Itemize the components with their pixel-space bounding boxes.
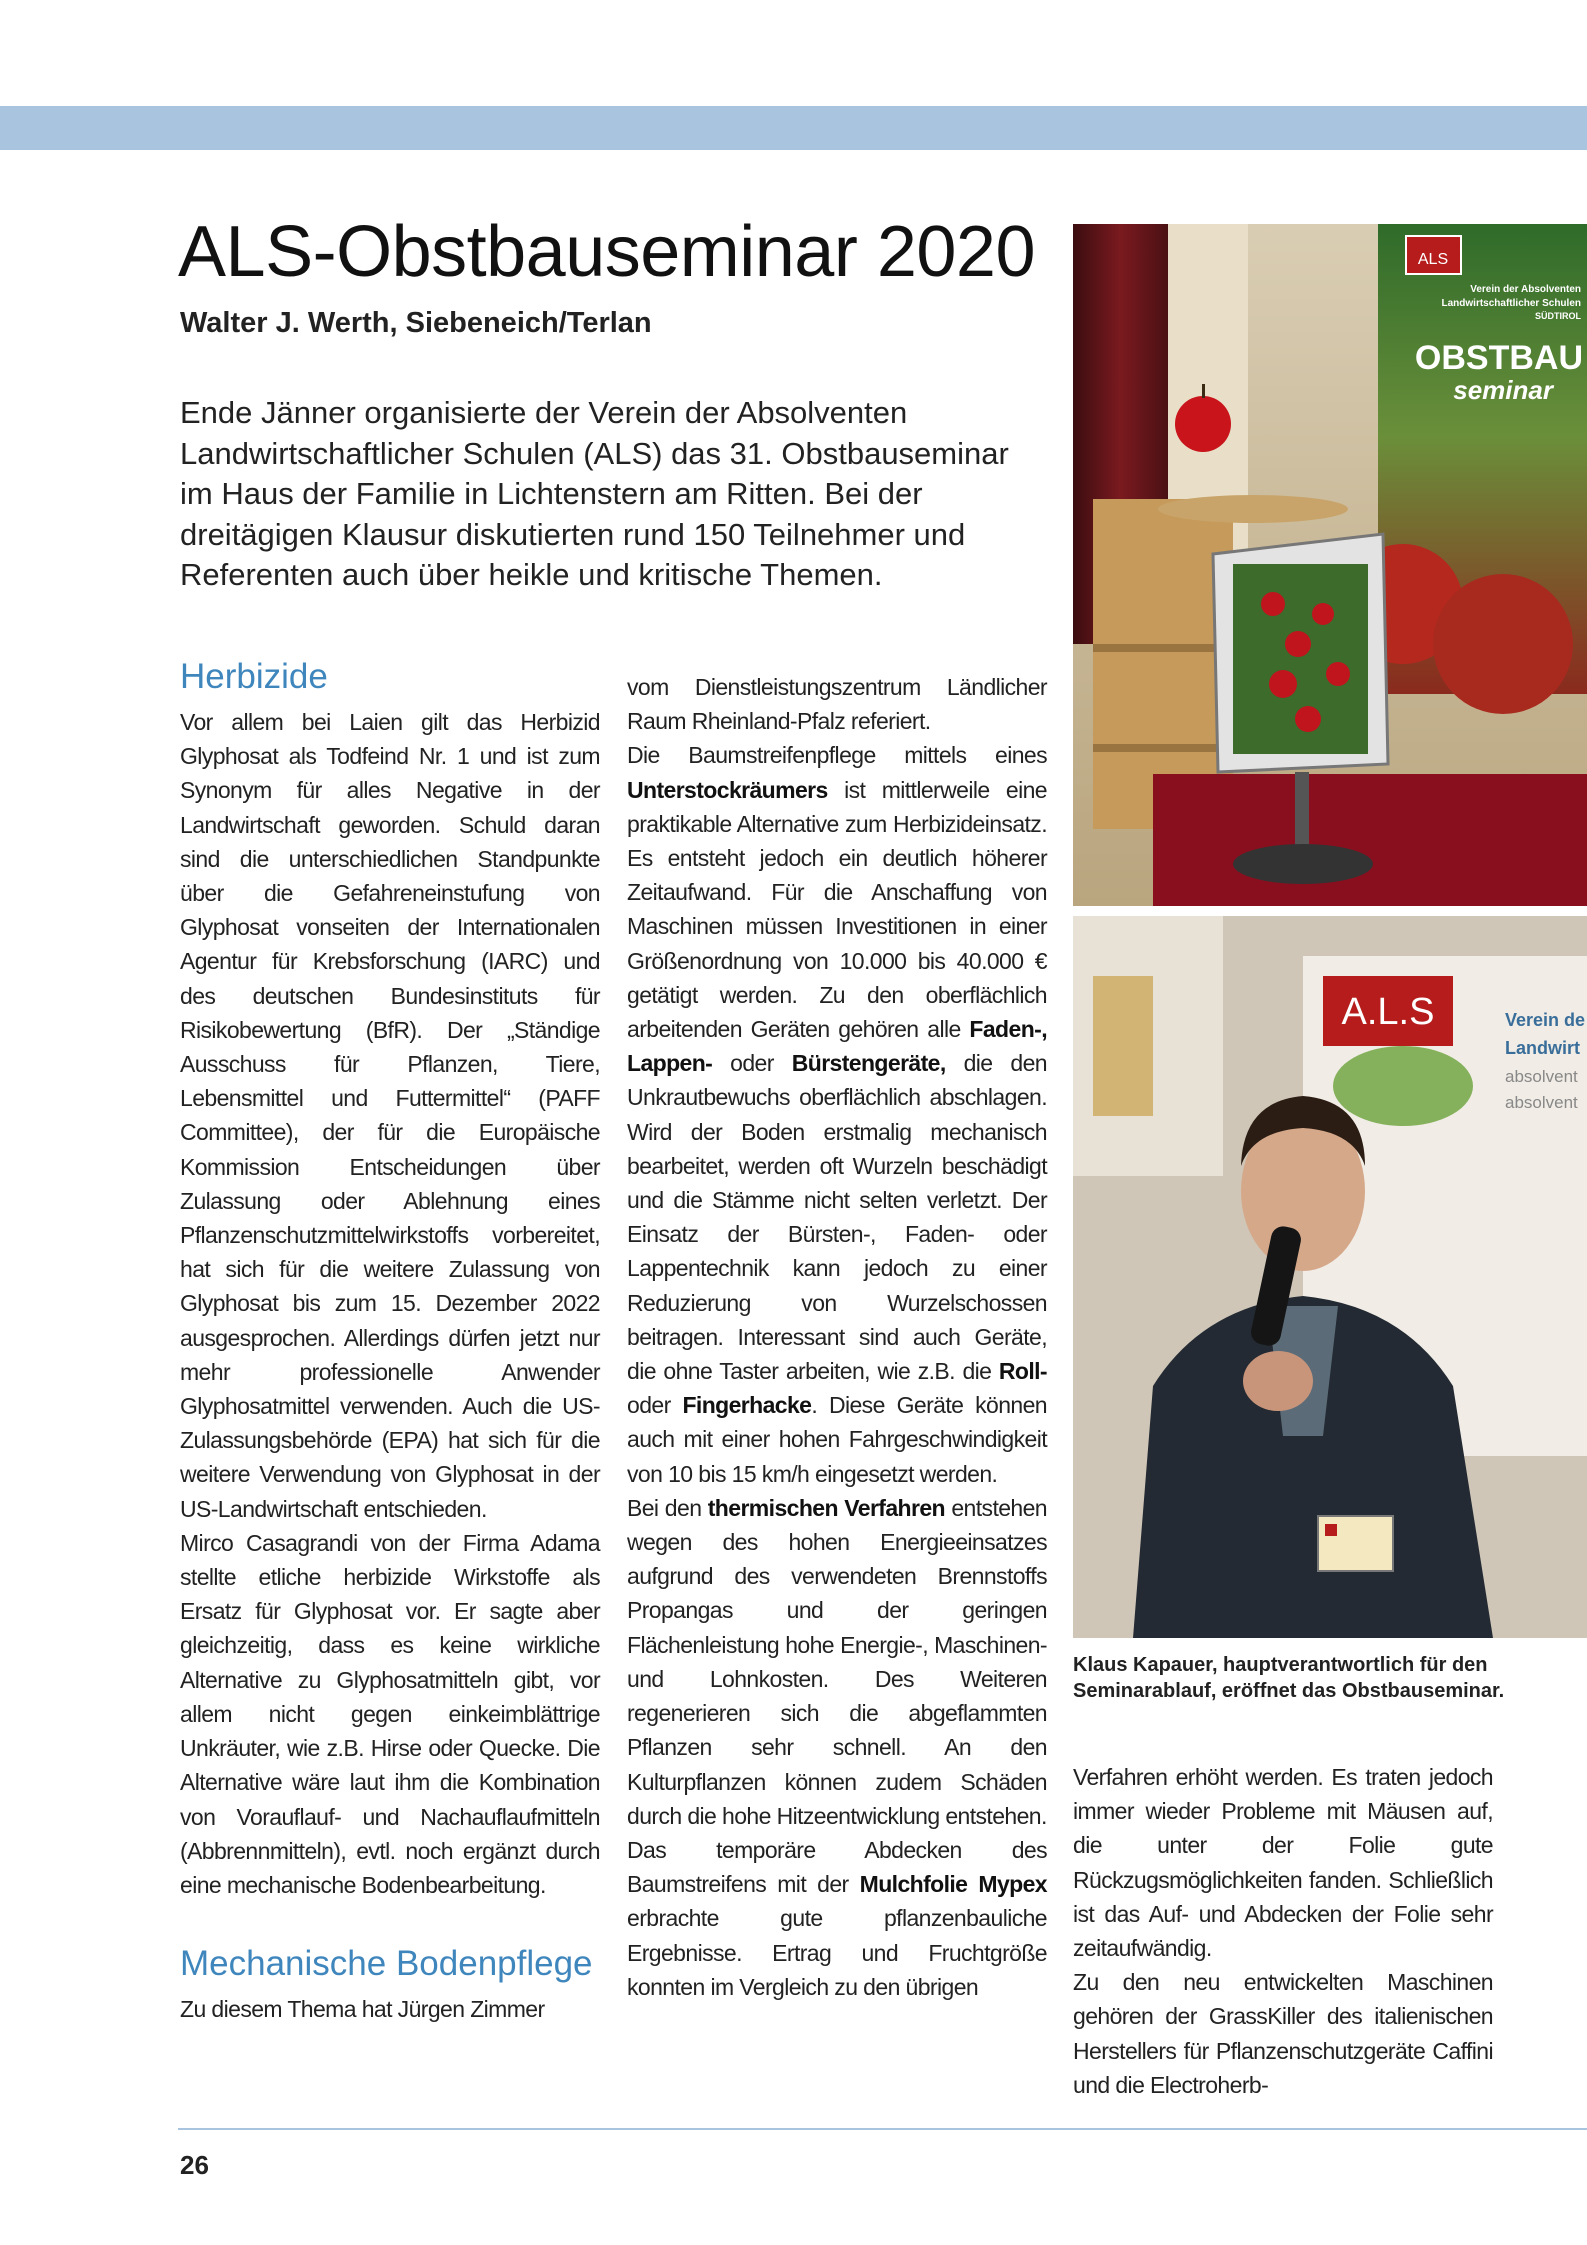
paragraph: Mirco Casagrandi von der Firma Adama stellte etliche herbizide Wirkstoffe als Ersatz für Glyphosat vor. Er sagte aber gleichzeitig, dass es keine wirkliche Alternative zu Glyphosatmitteln gibt, vor allem nicht gegen einkeimblättrige Unkräuter, wie z.B. Hirse oder Quecke. Die Alternative wäre laut ihm die Kombination von Vorauflauf- und Nachauflaufmitteln (Abbrennmitteln), evtl. noch ergänzt durch eine mechanische Bodenbearbeitung. [180,1529,600,1898]
paragraph [627,738,1047,1490]
text-column-3 [1073,1760,1493,2102]
paragraph: Zu diesem Thema hat Jürgen Zimmer [180,1996,545,2023]
photo-caption: Klaus Kapauer, hauptverantwortlich für den Seminarablauf, eröffnet das Obstbauseminar. [1073,1654,1505,1702]
text-run: die den Unkrautbewuchs oberflächlich abschlagen. Wird der Boden erstmalig mechanisch bearbeitet, werden oft Wurzeln beschädigt und die Stämme nicht selten verletzt. Der Einsatz der Bürsten-, Faden- oder Lappentechnik kann jedoch zu einer Reduzierung von Wurzelschossen beitragen. Interessant sind auch Geräte, die ohne Taster arbeiten, wie z.B. die [627,1050,1047,1385]
photo-seminar-stage [1073,224,1587,906]
bold-term: thermischen Verfahren [707,1494,945,1521]
paragraph: vom Dienstleistungszentrum Ländlicher Raum Rheinland-Pfalz referiert. [627,674,1047,735]
leaf-graphic [1333,1046,1473,1126]
bold-term: Roll- [998,1358,1047,1385]
page-number: 26 [180,2150,209,2180]
footer-rule [178,2128,1587,2130]
bold-term: Bürstengeräte, [791,1050,946,1077]
banner-text: SÜDTIROL [1535,311,1581,321]
red-carpet [1153,774,1587,906]
text-run: entstehen wegen des hohen Energieeinsatzes aufgrund des verwendeten Brennstoffs Propangas und der geringen Flächenleistung hohe Energie-, Maschinen- und Lohnkosten. Des Weiteren regenerieren sich die abgeflammten Pflanzen sehr schnell. An den Kulturpflanzen können zudem Schäden durch die hohe Hitzeentwicklung entstehen. [627,1494,1047,1829]
speaker-illustration [1073,916,1587,1638]
text-run: Bei den [627,1494,708,1521]
article-intro: Ende Jänner organisierte der Verein der Absolventen Landwirtschaftlicher Schulen (ALS) das 31. Obstbauseminar im Haus der Familie in Lichtenstern am Ritten. Bei der dreitägigen Klausur diskutierten rund 150 Teilnehmer und Referenten auch über heikle und kritische Themen. [180,395,1009,592]
section-heading-herbizide: Herbizide [180,657,328,696]
apple-shape [1433,574,1573,714]
photo-speaker [1073,916,1587,1638]
paragraph [627,1491,1047,1833]
banner-text: Verein der Absolventen [1470,284,1581,295]
banner-text: absolvent [1505,1067,1578,1086]
banner-text: Landwirt [1505,1038,1580,1058]
section-heading-mechanische-bodenpflege: Mechanische Bodenpflege [180,1944,593,1984]
paragraph: Vor allem bei Laien gilt das Herbizid Glyphosat als Todfeind Nr. 1 und ist zum Synonym für alles Negative in der Landwirtschaft geworden. Schuld daran sind die unterschiedlichen Standpunkte über die Gefahreneinstufung von Glyphosat vonseiten der Internationalen Agentur für Krebsforschung (IARC) und des deutschen Bundesinstituts für Risikobewertung (BfR). Der „Ständige Ausschuss für Pflanzen, Tiere, Lebensmittel und Futtermittel“ (PAFF Committee), der für die Europäische Kommission Entscheidungen über Zulassung oder Ablehnung eines Pflanzenschutzmittelwirkstoffs vorbereitet, hat sich für die weitere Zulassung von Glyphosat bis zum 15. Dezember 2022 ausgesprochen. Allerdings dürfen jetzt nur mehr professionelle Anwender Glyphosatmittel verwenden. Auch die US-Zulassungsbehörde (EPA) hat sich für die weitere Verwendung von Glyphosat in der US-Landwirtschaft entschieden. [180,709,600,1522]
bold-term: Faden-, Lappen- [627,1016,1047,1077]
apple-sculpture [1175,396,1231,452]
text-run: erbrachte gute pflanzenbauliche Ergebnisse. Ertrag und Fruchtgröße konnten im Vergleich zu den übrigen [627,1905,1047,2000]
paragraph: Verfahren erhöht werden. Es traten jedoch immer wieder Probleme mit Mäusen auf, die unter der Folie gute Rückzugsmöglichkeiten fanden. Schließlich ist das Auf- und Abdecken der Folie sehr zeitaufwändig. [1073,1764,1493,1962]
text-run: ist mittlerweile eine praktikable Alternative zum Herbizideinsatz. Es entsteht jedoch ein deutlich höherer Zeitaufwand. Für die Anschaffung von Maschinen müssen Investitionen in einer Größenordnung von 10.000 bis 40.000 € getätigt werden. Zu den oberflächlich arbeitenden Geräten gehören alle [627,776,1047,1043]
text-run: Das temporäre Abdecken des Baumstreifens mit der [627,1836,1047,1898]
wall-lamp [1093,976,1153,1116]
text-column-1 [180,655,600,2026]
banner-text: Verein de [1505,1010,1586,1030]
text-run: . Diese Geräte können auch mit einer hohen Fahrgeschwindigkeit von 10 bis 15 km/h eingesetzt werden. [627,1392,1047,1487]
banner-text: absolvent [1505,1093,1578,1112]
banner-title: seminar [1453,375,1553,405]
article-title: ALS-Obstbauseminar 2020 [178,212,1035,292]
text-run: oder [627,1392,683,1419]
lectern-top [1158,495,1348,523]
bold-term: Mulchfolie Mypex [859,1871,1047,1898]
als-logo-text: A.L.S [1341,991,1435,1033]
speaker-hand [1243,1351,1313,1411]
banner-title: OBSTBAU [1414,339,1583,377]
bold-term: Fingerhacke [682,1392,812,1419]
stage-illustration [1073,224,1587,906]
als-logo-text: ALS [1417,251,1449,268]
article-author: Walter J. Werth, Siebeneich/Terlan [180,307,652,339]
text-run: oder [712,1050,792,1077]
paragraph [627,1833,1047,2004]
paragraph: Zu den neu entwickelten Maschinen gehören der GrassKiller des italienischen Herstellers für Pflanzenschutzgeräte Caffini und die Electroherb- [1073,1969,1493,2098]
poster-stand [1295,772,1309,852]
text-column-2 [627,670,1047,2004]
bold-term: Unterstockräumers [627,776,828,803]
header-color-band [0,106,1587,150]
banner-text: Landwirtschaftlicher Schulen [1441,298,1581,309]
text-run: Die Baumstreifenpflege mittels eines [627,742,1047,769]
